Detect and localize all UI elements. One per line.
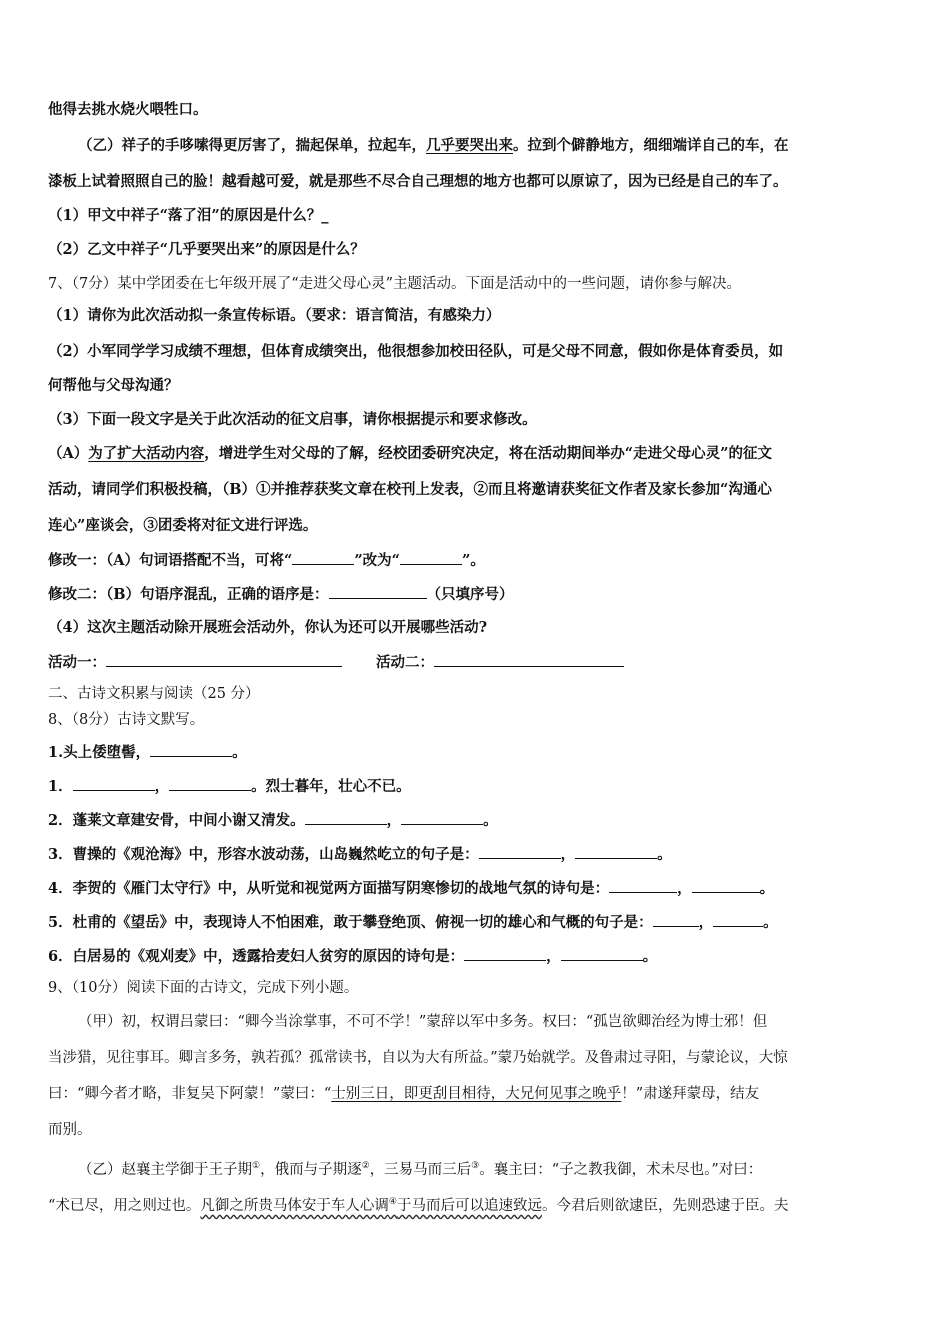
underlined-sentence: 士别三日，即更刮目相待，大兄何见事之晚乎: [331, 1086, 622, 1102]
text-line-1: 他得去挑水烧火喂牲口。: [48, 101, 208, 118]
question-9-header: 9、（10分）阅读下面的古诗文，完成下列小题。: [48, 980, 359, 996]
section-2-heading: 二、古诗文积累与阅读（25 分）: [48, 686, 260, 702]
underlined-phrase-a: 为了扩大活动内容: [88, 445, 205, 462]
answer-blank[interactable]: [401, 810, 483, 825]
question-7-header: 7、（7分）某中学团委在七年级开展了“走进父母心灵”主题活动。下面是活动中的一些问题，请你参与解决。: [48, 276, 742, 292]
answer-blank[interactable]: [73, 776, 155, 791]
answer-blank[interactable]: [653, 912, 699, 927]
answer-blank[interactable]: [692, 878, 760, 893]
answer-blank[interactable]: [609, 878, 677, 893]
recite-item-6: 6．白居易的《观刈麦》中，透露拾麦妇人贫穷的原因的诗句是： ， 。: [48, 948, 658, 965]
answer-blank[interactable]: [464, 946, 546, 961]
passage-yi2-line-2: “术已尽，用之则过也。凡御之所贵马体安于车人心调④于马而后可以追速致远。今君后则欲逮臣，先则恐逮于臣。夫: [48, 1197, 789, 1214]
recite-item-3: 3．曹操的《观沧海》中，形容水波动荡，山岛巍然屹立的句子是： ， 。: [48, 846, 672, 863]
answer-blank[interactable]: [305, 810, 387, 825]
passage-yi-line-2: 漆板上试着照照自己的脸！越看越可爱，就是那些不尽合自己理想的地方也都可以原谅了，因为已经是自己的车了。: [48, 173, 788, 190]
recite-item-2: 2．蓬莱文章建安骨，中间小谢又清发。 ， 。: [48, 812, 498, 829]
recite-item-5: 5．杜甫的《望岳》中，表现诗人不怕困难，敢于攀登绝顶、俯视一切的雄心和气概的句子是： ， 。: [48, 914, 778, 931]
answer-blank[interactable]: [575, 844, 657, 859]
wavy-underlined-sentence: 凡御之所贵马体安于车人心调④于马而后可以追速致远: [200, 1197, 542, 1214]
notice-line-2: 活动，请同学们积极投稿，（B）①并推荐获奖文章在校刊上发表，②而且将邀请获奖征文作者及家长参加“沟通心: [48, 481, 772, 498]
activities-line: 活动一： 活动二：: [48, 652, 908, 673]
answer-blank[interactable]: [150, 742, 232, 757]
question-6-1: （1）甲文中祥子“落了泪”的原因是什么？_: [48, 207, 329, 224]
answer-blank[interactable]: [479, 844, 561, 859]
passage-yi2-line-1: （乙）赵襄主学御于王子期①，俄而与子期逐②，三易马而三后③。襄主曰：“子之教我御，术未尽也。”对曰：: [78, 1161, 763, 1178]
recite-item-1b: 1． ， 。烈士暮年，壮心不已。: [48, 778, 411, 795]
passage-jia-line-3: 曰：“卿今者才略，非复吴下阿蒙！”蒙曰：“士别三日，即更刮目相待，大兄何见事之晚乎！”肃遂拜蒙母，结友: [48, 1086, 760, 1102]
activity-two-blank[interactable]: [434, 652, 624, 667]
answer-blank[interactable]: [713, 912, 763, 927]
notice-line-1: （A）为了扩大活动内容，增进学生对父母的了解，经校团委研究决定，将在活动期间举办“走进父母心灵”的征文: [48, 445, 772, 462]
answer-blank[interactable]: [169, 776, 251, 791]
answer-blank[interactable]: [292, 550, 354, 565]
notice-line-3: 连心”座谈会，③团委将对征文进行评选。: [48, 517, 318, 534]
recite-item-4: 4．李贺的《雁门太守行》中，从听觉和视觉两方面描写阴寒惨切的战地气氛的诗句是： ， 。: [48, 880, 775, 897]
answer-blank[interactable]: [329, 584, 427, 599]
answer-blank[interactable]: [400, 550, 462, 565]
passage-yi-line-1: （乙）祥子的手哆嗦得更厉害了，揣起保单，拉起车，几乎要哭出来。拉到个僻静地方，细细端详自己的车，在: [78, 137, 789, 154]
answer-blank[interactable]: [561, 946, 643, 961]
passage-jia-line-2: 当涉猎，见往事耳。卿言多务，孰若孤？孤常读书，自以为大有所益。”蒙乃始就学。及鲁肃过寻阳，与蒙论议，大惊: [48, 1050, 788, 1066]
revision-1: 修改一：（A）句词语搭配不当，可将“ ”改为“ ”。: [48, 552, 485, 569]
activity-one-blank[interactable]: [106, 652, 342, 667]
question-7-3: （3）下面一段文字是关于此次活动的征文启事，请你根据提示和要求修改。: [48, 411, 537, 428]
question-7-2-line-2: 何帮他与父母沟通？: [48, 377, 179, 394]
question-7-4: （4）这次主题活动除开展班会活动外，你认为还可以开展哪些活动?: [48, 619, 488, 636]
question-7-2-line-1: （2）小军同学学习成绩不理想，但体育成绩突出，他很想参加校田径队，可是父母不同意，假如你是体育委员，如: [48, 343, 784, 360]
passage-jia-line-4: 而别。: [48, 1122, 92, 1138]
underlined-phrase: 几乎要哭出来: [426, 137, 513, 154]
revision-2: 修改二：（B）句语序混乱，正确的语序是： （只填序号）: [48, 586, 514, 603]
passage-jia-line-1: （甲）初，权谓吕蒙曰：“卿今当涂掌事，不可不学！”蒙辞以军中多务。权曰：“孤岂欲卿治经为博士邪！但: [78, 1014, 768, 1030]
question-7-1: （1）请你为此次活动拟一条宣传标语。（要求：语言简洁，有感染力）: [48, 307, 501, 324]
question-6-2: （2）乙文中祥子“几乎要哭出来”的原因是什么？: [48, 241, 365, 258]
question-8-header: 8、（8分）古诗文默写。: [48, 712, 205, 728]
recite-item-1a: 1.头上倭堕髻， 。: [48, 744, 247, 761]
